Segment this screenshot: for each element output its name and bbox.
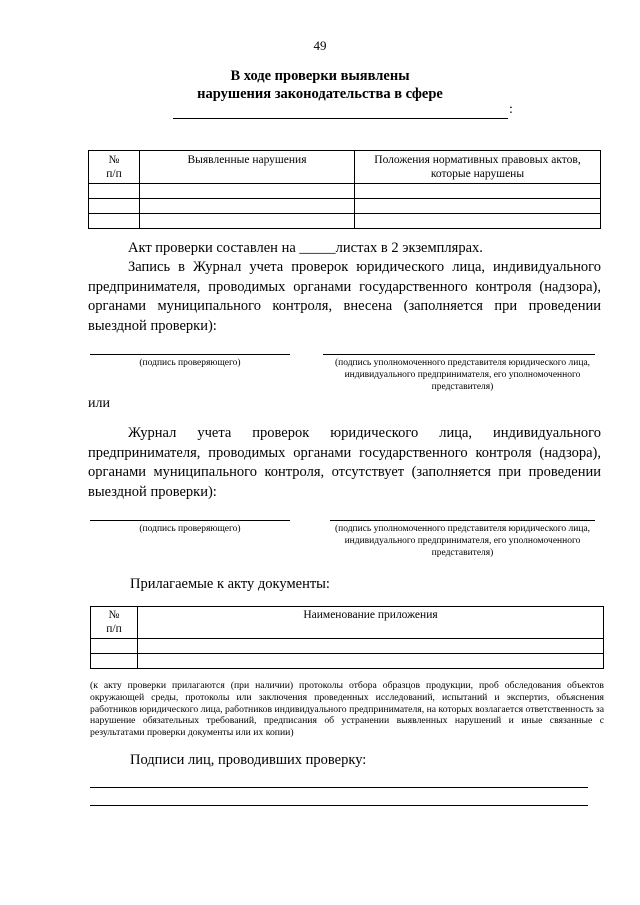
attachments-table	[90, 606, 604, 669]
column-header-violations: Выявленные нарушения	[140, 151, 355, 184]
representative-signature-caption-1: (подпись уполномоченного представителя юридического лица, индивидуального предпринимателя, его уполномоченного представителя)	[334, 358, 591, 392]
representative-signature-line-1[interactable]	[323, 354, 595, 355]
table-row[interactable]	[89, 214, 601, 229]
representative-signature-line-2[interactable]	[330, 520, 595, 521]
inspector-signature-caption-2: (подпись проверяющего)	[139, 524, 241, 534]
journal-entry-statement: Запись в Журнал учета проверок юридического лица, индивидуального предпринимателя, проводимых органами государственного контроля (надзора), органами муниципального контроля, внесена (заполняется при проведении выездной проверки):	[88, 259, 601, 334]
table-header-row	[89, 151, 601, 184]
column-header-violated-acts: Положения нормативных правовых актов, которые нарушены	[355, 151, 601, 184]
representative-signature-caption-2: (подпись уполномоченного представителя юридического лица, индивидуального предпринимателя, его уполномоченного представителя)	[334, 524, 591, 558]
journal-absent-statement: Журнал учета проверок юридического лица, индивидуального предпринимателя, проводимых органами государственного контроля (надзора), органами муниципального контроля, отсутствует (заполняется при проведении выездной проверки):	[88, 425, 601, 500]
table-row[interactable]	[89, 199, 601, 214]
attachments-heading: Прилагаемые к акту документы:	[130, 576, 330, 592]
inspector-signature-caption-1: (подпись проверяющего)	[139, 358, 241, 368]
attachments-note: (к акту проверки прилагаются (при наличии) протоколы отбора образцов продукции, проб обследования объектов окружающей среды, протоколы или заключения проведенных исследований, испытаний и экспертиз, объяснения работников юридического лица, работников индивидуального предпринимателя, на которых возлагается ответственность за нарушение обязательных требований, предписания об устранении выявленных нарушений и иные связанные с результатами проверки документы или их копии)	[90, 680, 604, 739]
column-header-attachment-name: Наименование приложения	[138, 607, 604, 639]
act-pages-statement: Акт проверки составлен на _____листах в 2 экземплярах.	[128, 240, 483, 256]
or-text: или	[88, 396, 110, 411]
signers-heading: Подписи лиц, проводивших проверку:	[130, 752, 367, 768]
signer-line-2[interactable]	[90, 805, 588, 806]
violations-table	[88, 150, 601, 229]
sphere-blank-line	[173, 118, 508, 119]
page-number: 49	[313, 38, 327, 53]
column-header-number: № п/п	[91, 607, 138, 639]
inspector-signature-line-1[interactable]	[90, 354, 290, 355]
section-heading-line-2: нарушения законодательства в сфере	[197, 86, 443, 102]
sphere-blank-colon: :	[509, 102, 513, 117]
signer-line-1[interactable]	[90, 787, 588, 788]
section-heading-line-1: В ходе проверки выявлены	[230, 68, 410, 84]
column-header-number: № п/п	[89, 151, 140, 184]
table-header-row	[91, 607, 604, 639]
table-row[interactable]	[89, 184, 601, 199]
inspector-signature-line-2[interactable]	[90, 520, 290, 521]
table-row[interactable]	[91, 639, 604, 654]
table-row[interactable]	[91, 654, 604, 669]
